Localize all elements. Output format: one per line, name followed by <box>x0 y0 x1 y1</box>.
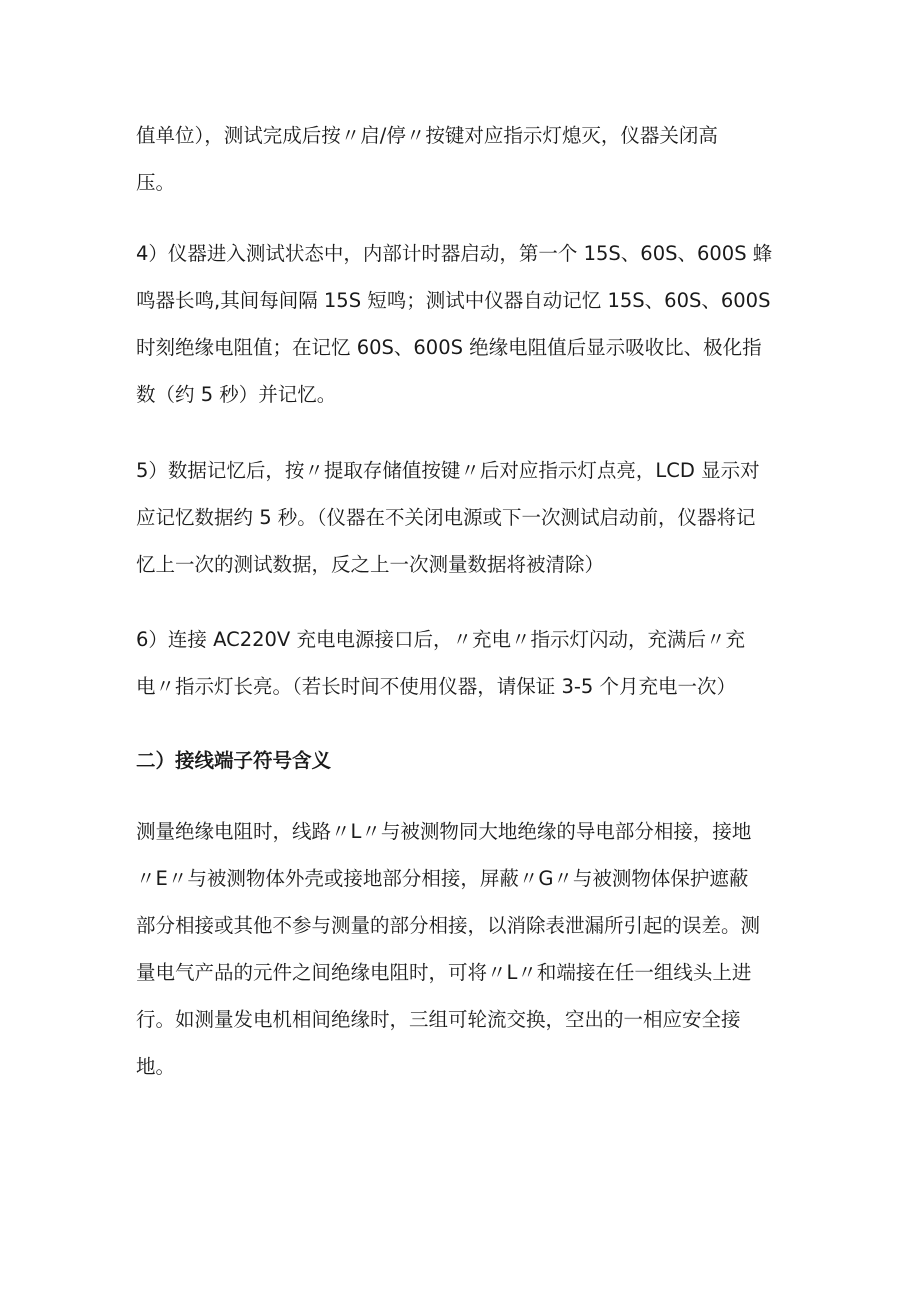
paragraph-intro-tail <box>136 112 786 206</box>
text-line: 行。如测量发电机相间绝缘时，三组可轮流交换，空出的一相应安全接 <box>136 1008 741 1031</box>
text-line: 压。 <box>136 171 176 194</box>
text-line: 时刻绝缘电阻值；在记忆 60S、600S 绝缘电阻值后显示吸收比、极化指 <box>136 336 762 359</box>
text-line: 值单位），测试完成后按〃启/停〃按键对应指示灯熄灭，仪器关闭高 <box>136 124 718 147</box>
section-heading <box>136 737 786 784</box>
text-line: 测量绝缘电阻时，线路〃L〃与被测物同大地绝缘的导电部分相接，接地 <box>136 820 752 843</box>
text-line: 应记忆数据约 5 秒。（仪器在不关闭电源或下一次测试启动前，仪器将记 <box>136 506 756 529</box>
text-line: 4）仪器进入测试状态中，内部计时器启动，第一个 15S、60S、600S 蜂 <box>136 242 773 265</box>
paragraph-item-6 <box>136 616 786 710</box>
heading-text: 二）接线端子符号含义 <box>136 749 332 772</box>
text-line: 5）数据记忆后，按〃提取存储值按键〃后对应指示灯点亮，LCD 显示对 <box>136 459 760 482</box>
text-line: 地。 <box>136 1055 176 1078</box>
text-line: 忆上一次的测试数据，反之上一次测量数据将被清除） <box>136 553 605 576</box>
paragraph-item-4 <box>136 230 786 418</box>
paragraph-terminals <box>136 808 786 1090</box>
text-line: 量电气产品的元件之间绝缘电阻时，可将〃L〃和端接在任一组线头上进 <box>136 961 752 984</box>
text-line: 电〃指示灯长亮。（若长时间不使用仪器，请保证 3-5 个月充电一次） <box>136 675 736 698</box>
text-line: 〃E〃与被测物体外壳或接地部分相接，屏蔽〃G〃与被测物体保护遮蔽 <box>136 867 749 890</box>
text-line: 数（约 5 秒）并记忆。 <box>136 383 337 406</box>
text-line: 6）连接 AC220V 充电电源接口后，〃充电〃指示灯闪动，充满后〃充 <box>136 628 745 651</box>
paragraph-item-5 <box>136 447 786 588</box>
text-line: 鸣器长鸣,其间每间隔 15S 短鸣；测试中仪器自动记忆 15S、60S、600S <box>136 289 771 312</box>
text-line: 部分相接或其他不参与测量的部分相接，以消除表泄漏所引起的误差。测 <box>136 914 761 937</box>
